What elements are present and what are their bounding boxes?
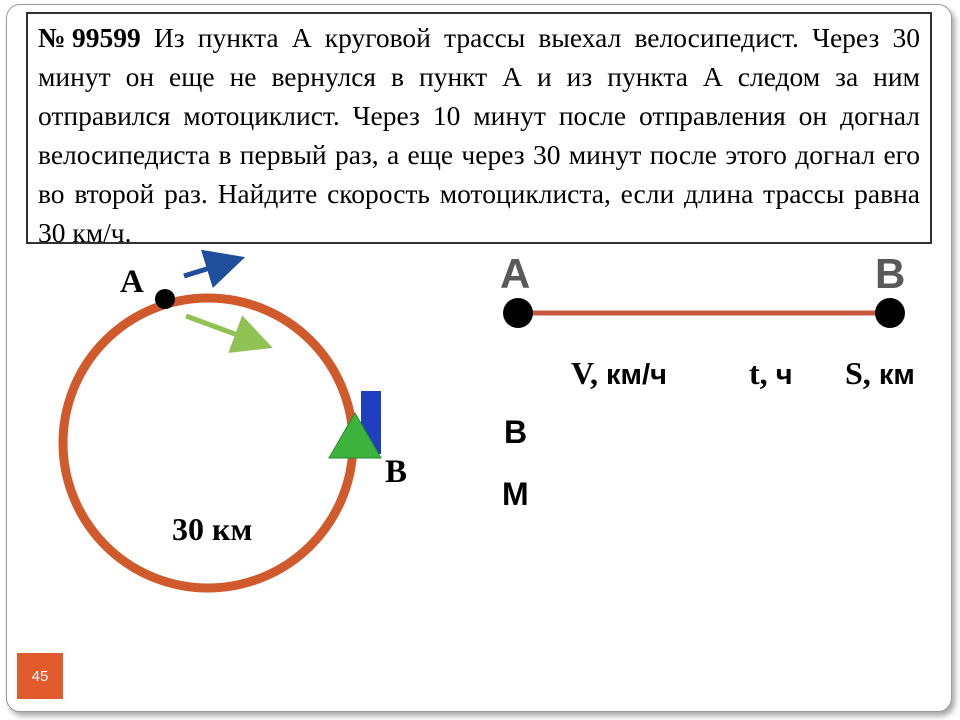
header-time	[749, 355, 793, 392]
circle-label-a: А	[120, 264, 144, 300]
header-time-unit: ч	[767, 359, 793, 391]
segment-point-a	[503, 298, 533, 328]
problem-text: Из пункта А круговой трассы выехал велосипедист. Через 30 минут он еще не вернулся в пункт А и из пункта А следом за ним отправился мотоциклист. Через 10 минут после отправления он догнал велосипедиста в первый раз, а еще через 30 минут после этого догнал его во второй раз. Найдите скорость мотоциклиста, если длина трассы равна 30 км/ч.	[38, 22, 920, 248]
header-speed	[571, 355, 667, 392]
point-a-dot	[155, 289, 175, 309]
track-length-label: 30 км	[172, 511, 253, 547]
segment-label-b: В	[875, 250, 906, 297]
header-speed-symbol: V,	[571, 355, 598, 391]
header-time-symbol: t,	[749, 355, 768, 391]
row-cyclist-label: В	[504, 414, 528, 450]
header-speed-unit: км/ч	[597, 359, 667, 391]
circle-label-b: В	[385, 454, 408, 490]
header-distance-unit: км	[870, 359, 915, 391]
motorcyclist-direction-arrow	[186, 316, 254, 341]
segment-label-a: А	[500, 250, 531, 297]
cyclist-direction-arrow	[184, 263, 226, 276]
slide-number: 45	[17, 653, 63, 699]
row-motorcyclist-label: М	[502, 476, 529, 512]
header-distance-symbol: S,	[845, 355, 871, 391]
problem-number: №99599	[38, 22, 141, 53]
segment-point-b	[875, 298, 905, 328]
header-distance	[845, 355, 915, 392]
